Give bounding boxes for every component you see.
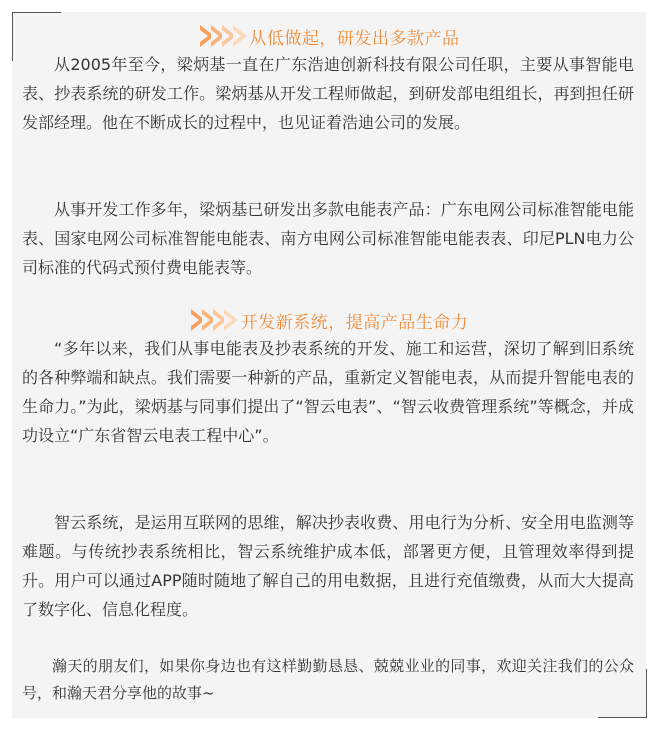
section-heading-1	[0, 22, 659, 50]
closing-paragraph: 瀚天的朋友们，如果你身边也有这样勤勤恳恳、兢兢业业的同事，欢迎关注我们的公众号，和瀚天君分享他的故事~	[22, 657, 634, 702]
paragraph-products: 从事开发工作多年，梁炳基已研发出多款电能表产品：广东电网公司标准智能电能表、国家电网公司标准智能电能表、南方电网公司标准智能电能表表、印尼PLN电力公司标准的代码式预付费电能表等。	[22, 200, 634, 277]
chevron-arrows-icon	[191, 309, 235, 331]
paragraph-quote: “多年以来，我们从事电能表及抄表系统的开发、施工和运营，深切了解到旧系统的各种弊端和缺点。我们需要一种新的产品，重新定义智能电表，从而提升智能电表的生命力。”为此，梁炳基与同事们提出了“智云电表”、“智云收费管理系统”等概念，并成功设立“广东省智云电表工程中心”。	[22, 339, 634, 445]
section-heading-2	[0, 306, 659, 334]
section-heading-1-text: 从低做起，研发出多款产品	[249, 28, 460, 49]
chevron-arrows-icon	[200, 25, 244, 47]
paragraph-career: 从2005年至今，梁炳基一直在广东浩迪创新科技有限公司任职，主要从事智能电表、抄表系统的研发工作。梁炳基从开发工程师做起，到研发部电组组长，再到担任研发部经理。他在不断成长的过程中，也见证着浩迪公司的发展。	[22, 55, 634, 132]
paragraph-zhiyun-system: 智云系统，是运用互联网的思维，解决抄表收费、用电行为分析、安全用电监测等难题。与传统抄表系统相比，智云系统维护成本低，部署更方便，且管理效率得到提升。用户可以通过APP随时随地了解自己的用电数据，且进行充值缴费，从而大大提高了数字化、信息化程度。	[22, 513, 634, 619]
section-heading-2-text: 开发新系统，提高产品生命力	[240, 312, 469, 333]
